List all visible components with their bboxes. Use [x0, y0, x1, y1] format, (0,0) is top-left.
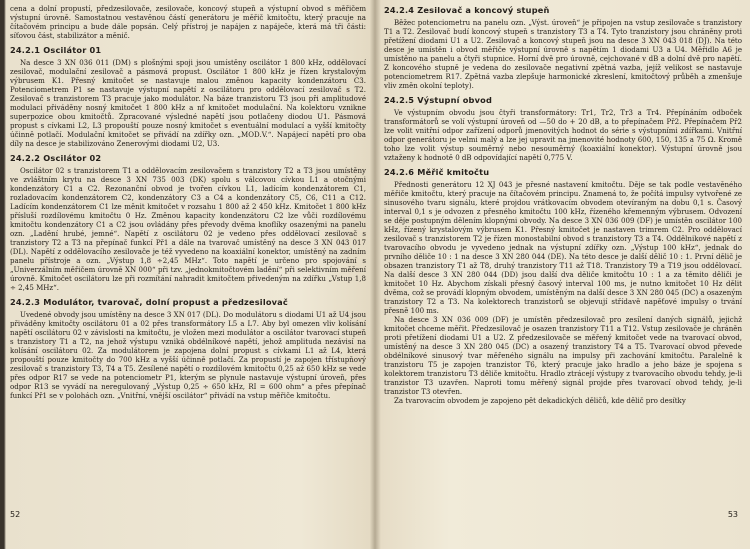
section-paragraph: Běžec potenciometru na panelu ozn. „Výst. úroveň“ je připojen na vstup zesilovače s tranzistory T1 a T2. Zesilovač budí koncový stupeň s tranzistory T3 a T4. Tyto tranzistory jsou chráněny proti přetížení diodami U1 a U2. Zesilovač a koncový stupeň jsou na desce 3 XN 043 018 (DJ). Na této desce je umístěn i obvod měřiče výstupní úrovně s napětím 1 diodami U3 a U4. Měřidlo A6 je umístěno na panelu a čtyři stupnice. Horní dvě pro úrovně, cejchované v dB a dolní dvě pro napětí. Z koncového stupně je vedena do zesilovače negativní zpětná vazba, jejíž velikost se nastavuje potenciometrem R17. Zpětná vazba zlepšuje harmonické zkreslení, kmitočtový průběh a zmenšuje vliv změn okolní teploty).: [384, 18, 742, 90]
section-heading: 24.2.4 Zesilovač a koncový stupeň: [384, 5, 550, 15]
section-heading: 24.2.5 Výstupní obvod: [384, 95, 493, 105]
section-paragraph: Na desce 3 XN 036 009 (DF) je umístěn předzesilovač pro zesílení daných signálů, jejichž kmitočet chceme měřit. Předzesilovač je osazen tranzistory T11 a T12. Vstup zesilovače je chráněn proti přetížení diodami U1 a U2. Z předzesilovače se měřený kmitočet vede na tvarovací obvod, umístěný na desce 3 XN 280 045 (DC) a osazený tranzistory T4 a T5. Tvarovací obvod převede obdélníkové sinusový tvar měřeného signálu na impulsy při zachování kmitočtu. Paralelně k tranzistoru T5 je zapojen tranzistor T6, který pracuje jako hradlo a jeho báze je spojena s kolektorem tranzistoru T3 děliče kmitočtu. Hradlo ztrácejí výstupy z tvarovacího obvodu tehdy, je-li tranzistor T3 uzavřen. Naproti tomu měřený signál projde přes tvarovací obvod tehdy, je-li tranzistor T3 otevřen.: [384, 315, 742, 396]
section-paragraph: Za tvarovacím obvodem je zapojeno pět dekadických děličů, kde dělič pro desítky: [394, 396, 686, 405]
section-paragraph: Oscilátor 02 s tranzistorem T1 a oddělovacím zesilovačem s tranzistory T2 a T3 jsou umístěny ve zvláštním krytu na desce 3 XN 735 003 (DK) spolu s válcovou cívkou L1 a otočnými kondenzátory C1 a C2. Rezonanční obvod je tvořen cívkou L1, ladícím kondenzátorem C1, rozladovacím kondenzátorem C2, kondenzátory C3 a C4 a kondenzátory C5, C6, C11 a C12. Ladícím kondenzátorem C1 lze měnit kmitočet v rozsahu 1 800 až 2 450 kHz. Kmitočet 1 800 kHz přísluší rozdílovému kmitočtu 0 Hz. Změnou kapacity kondenzátoru C2 lze vůči rozdílovému kmitočtu kondenzátory C1 a C2 jsou ovládány přes převody dvěma knoflíky osazenými na panelu ozn. „Ladění hrubé, jemné“. Napětí z oscilátoru 02 je vedeno přes oddělovací zesilovač s tranzistory T2 a T3 na přepínač funkcí Př1 a dále na tvarovač umístěný na desce 3 XN 043 017 (DL). Napětí z oddělovacího zesilovače je též vyvedeno na koaxiální konektor, umístěný na zadním panelu přístroje a ozn. „Výstup 1,8 ÷2,45 MHz“. Toto napětí je určeno pro spojování s „Univerzálním měřičem úrovně XN 000“ při tzv. „jednokmitočtovém ladění“ při selektivním měření úrovně. Kmitočet oscilátoru lze při rozmítání nahradit kmitočtem přivedeným na zdířku „Vstup 1,8 ÷ 2,45 MHz“.: [10, 166, 366, 292]
right-page: [384, 0, 742, 549]
page-number: 53: [727, 510, 738, 519]
section-heading: 24.2.6 Měřič kmitočtu: [384, 167, 490, 177]
right-column: [384, 4, 742, 405]
section-heading: 24.2.3 Modulátor, tvarovač, dolní propust a předzesilovač: [10, 297, 288, 307]
section-paragraph: Na desce 3 XN 036 011 (DM) s plošnými spoji jsou umístěny oscilátor 1 800 kHz, oddělovací zesilovač, modulační zesilovač a pásmová propust. Oscilátor 1 800 kHz je řízen krystalovým výbrusem K1. Přesný kmitočet se nastavuje malou změnou kapacity kondenzátoru C3. Potenciometrem P1 se nastavuje výstupní napětí z oscilátoru pro oddělovací zesilovač s T2. Zesilovač s tranzistorem T3 pracuje jako modulátor. Na báze tranzistoru T3 jsou při amplitudové modulaci přiváděny nosný kmitočet 1 800 kHz a nf kmitočet modulační. Na kolektoru vznikne superpozice obou kmitočtů. Zpracované výsledné napětí jsou potlačeny diodou U1. Pásmová propust s cívkami L2, L3 propouští pouze nosný kmitočet s eventuální modulací a vyšší kmitočty účinně potlačí. Modulační kmitočet se přivádí na zdířky ozn. „MOD.V.“. Napájecí napětí pro oba díly na desce je stabilizováno Zenerovými diodami U2, U3.: [10, 58, 366, 148]
section-paragraph: Ve výstupním obvodu jsou čtyři transformátory: Tr1, Tr2, Tr3 a Tr4. Přepínáním odboček transformátorů se volí výstupní úroveň od —50 do + 20 dB, a to přepínačem Př2. Přepínačem Př2 lze volit vnitřní odpor zařízení odporů jmenovitých hodnot do série s výstupními zdířkami. Vnitřní odpor generátoru je velmi malý a lze jej upravit na jmenovité hodnoty 600, 150, 135 a 75 Ω. Kromě toho lze volit výstup souměrný nebo nesouměrný (koaxiální konektor). Výstupní úrovně jsou vztaženy k hodnotě 0 dB odpovídající napětí 0,775 V.: [384, 108, 742, 162]
left-column: [10, 4, 366, 400]
section-heading: 24.2.2 Oscilátor 02: [10, 153, 102, 163]
intro-paragraph: cena a dolní propustí, předzesilovače, zesilovače, koncový stupeň a výstupní obvod s měřičem výstupní úrovně. Samostatnou vestavěnou částí generátoru je měřič kmitočtu, který pracuje na čítačovém principu a bude dále popsán. Celý přístroj je napájen z napáječe, která má tři části: síťovou část, stabilizátor a měnič.: [10, 4, 366, 40]
page-number: 52: [10, 510, 21, 519]
section-paragraph: Uvedené obvody jsou umístěny na desce 3 XN 017 (DL). Do modulátoru s diodami U1 až U4 jsou přiváděny kmitočty oscilátoru 01 a 02 přes transformátory L5 a L7. Aby byl omezen vliv kolísání napětí oscilátoru 02 v závislosti na kmitočtu, je vložen mezi modulátor a oscilátor tvarovací stupeň s tranzistory T1 a T2, na jehož výstupu vzniká obdélníkové napětí, jehož amplituda nezávisí na kolísání oscilátoru 02. Za modulátorem je zapojena dolní propust s cívkami L1 až L4, která propouští pouze kmitočty do 700 kHz a vyšší účinně potlačí. Za propustí je zapojen třístupňový zesilovač s tranzistory T3, T4 a T5. Zesílené napětí o rozdílovém kmitočtu 0,25 až 650 kHz se vede přes odpor R17 se vede na potenciometr P1, kterým se plynule nastavuje výstupní úroveň, přes odpor R13 se vyvádí na neregulovaný „Výstup 0,25 ÷ 650 kHz, RI = 600 ohm“ a přes přepínač funkcí Př1 se v polohách ozn. „Vnitřní, vnější oscilátor“ přivádí na vstup měřiče kmitočtu.: [10, 310, 366, 400]
left-page: [10, 0, 366, 549]
section-paragraph: Přednosti generátoru 12 XJ 043 je přesné nastavení kmitočtu. Děje se tak podle vestavěného měřiče kmitočtu, který pracuje na čítačovém principu. Znamená to, že počítá impulsy vytvořené ze sinusového tvaru signálu, které projdou vrátkovacím obvodem otevíraným na dobu 0,1 s. Časový interval 0,1 s je odvozen z přesného kmitočtu 100 kHz, řízeného křemenným výbrusem. Odvození se děje postupným dělením klopnými obvody. Na desce 3 XN 036 009 (DF) je umístěn oscilátor 100 kHz, řízený krystalovým výbrusem K1. Přesný kmitočet je nastaven trimrem C2. Pro oddělovací zesilovač s tranzistorem T2 je řízen monostabilní obvod s tranzistory T3 a T4. Oddělnikové napětí z tvarovacího obvodu je vyvedeno jednak na výstupní zdířky ozn. „Výstup 100 kHz“, jednak do prvního děliče 10 : 1 na desce 3 XN 280 044 (DE). Na této desce je další dělič 10 : 1. První dělič je obsazen tranzistory T1 až T8, druhý tranzistory T11 až T18. Tranzistory T9 a T19 jsou oddělovací. Na další desce 3 XN 280 044 (DD) jsou další dva děliče kmitočtu 10 : 1 a za těmito děliči je kmitočet 10 Hz. Abychom získali přesný časový interval 100 ms, je nutno kmitočet 10 Hz dělit dvěma, což se provádí klopným obvodem, umístěným na další desce 3 XN 280 045 (DC) a osazeným tranzistory T2 a T3. Na kolektorech tranzistorů se objevují střídavě napěťové impulsy o trvání přesně 100 ms.: [384, 180, 742, 315]
section-heading: 24.2.1 Oscilátor 01: [10, 45, 102, 55]
